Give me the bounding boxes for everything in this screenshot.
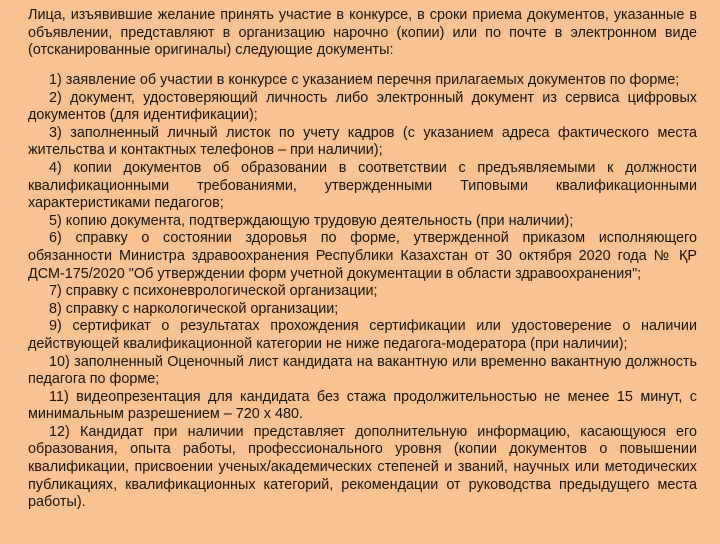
list-item: 4) копии документов об образовании в соответствии с предъявляемыми к должности квалификационными требованиями, утвержденными Типовыми квалификационными характеристиками педагогов;	[28, 159, 697, 212]
list-item: 6) справку о состоянии здоровья по форме, утвержденной приказом исполняющего обязанности Министра здравоохранения Республики Казахстан от 30 октября 2020 года № ҚР ДСМ-175/2020 "Об утверждении форм учетной документации в области здравоохранения";	[28, 230, 697, 282]
list-item: 5) копию документа, подтверждающую трудовую деятельность (при наличии);	[49, 212, 574, 229]
intro-paragraph: Лица, изъявившие желание принять участие в конкурсе, в сроки приема документов, указанные в объявлении, представляют в организацию нарочно (копии) или по почте в электронном виде (отсканированные оригиналы) следующие документы:	[28, 7, 697, 59]
list-item: 1) заявление об участии в конкурсе с указанием перечня прилагаемых документов по форме;	[49, 72, 680, 88]
list-item: 12) Кандидат при наличии представляет дополнительную информацию, касающуюся его образования, опыта работы, профессионального уровня (копии документов о повышении квалификации, присвоении ученых/академических степеней и званий, научных или методических публикациях, квалификационных категорий, рекомендации от руководства предыдущего места работы).	[28, 423, 697, 511]
documents-list	[28, 72, 697, 512]
list-item: 8) справку с наркологической организации;	[49, 300, 339, 317]
list-item: 7) справку с психоневрологической организации;	[49, 283, 378, 300]
list-item: 2) документ, удостоверяющий личность либо электронный документ из сервиса цифровых документов (для идентификации);	[28, 89, 697, 124]
list-item: 11) видеопрезентация для кандидата без стажа продолжительностью не менее 15 минут, с минимальным разрешением – 720 x 480.	[28, 388, 697, 423]
list-item: 3) заполненный личный листок по учету кадров (с указанием адреса фактического места жительства и контактных телефонов – при наличии);	[28, 124, 697, 159]
list-item: 10) заполненный Оценочный лист кандидата на вакантную или временно вакантную должность педагога по форме;	[28, 353, 697, 388]
list-item: 9) сертификат о результатах прохождения сертификации или удостоверение о наличии действующей квалификационной категории не ниже педагога-модератора (при наличии);	[28, 318, 697, 352]
